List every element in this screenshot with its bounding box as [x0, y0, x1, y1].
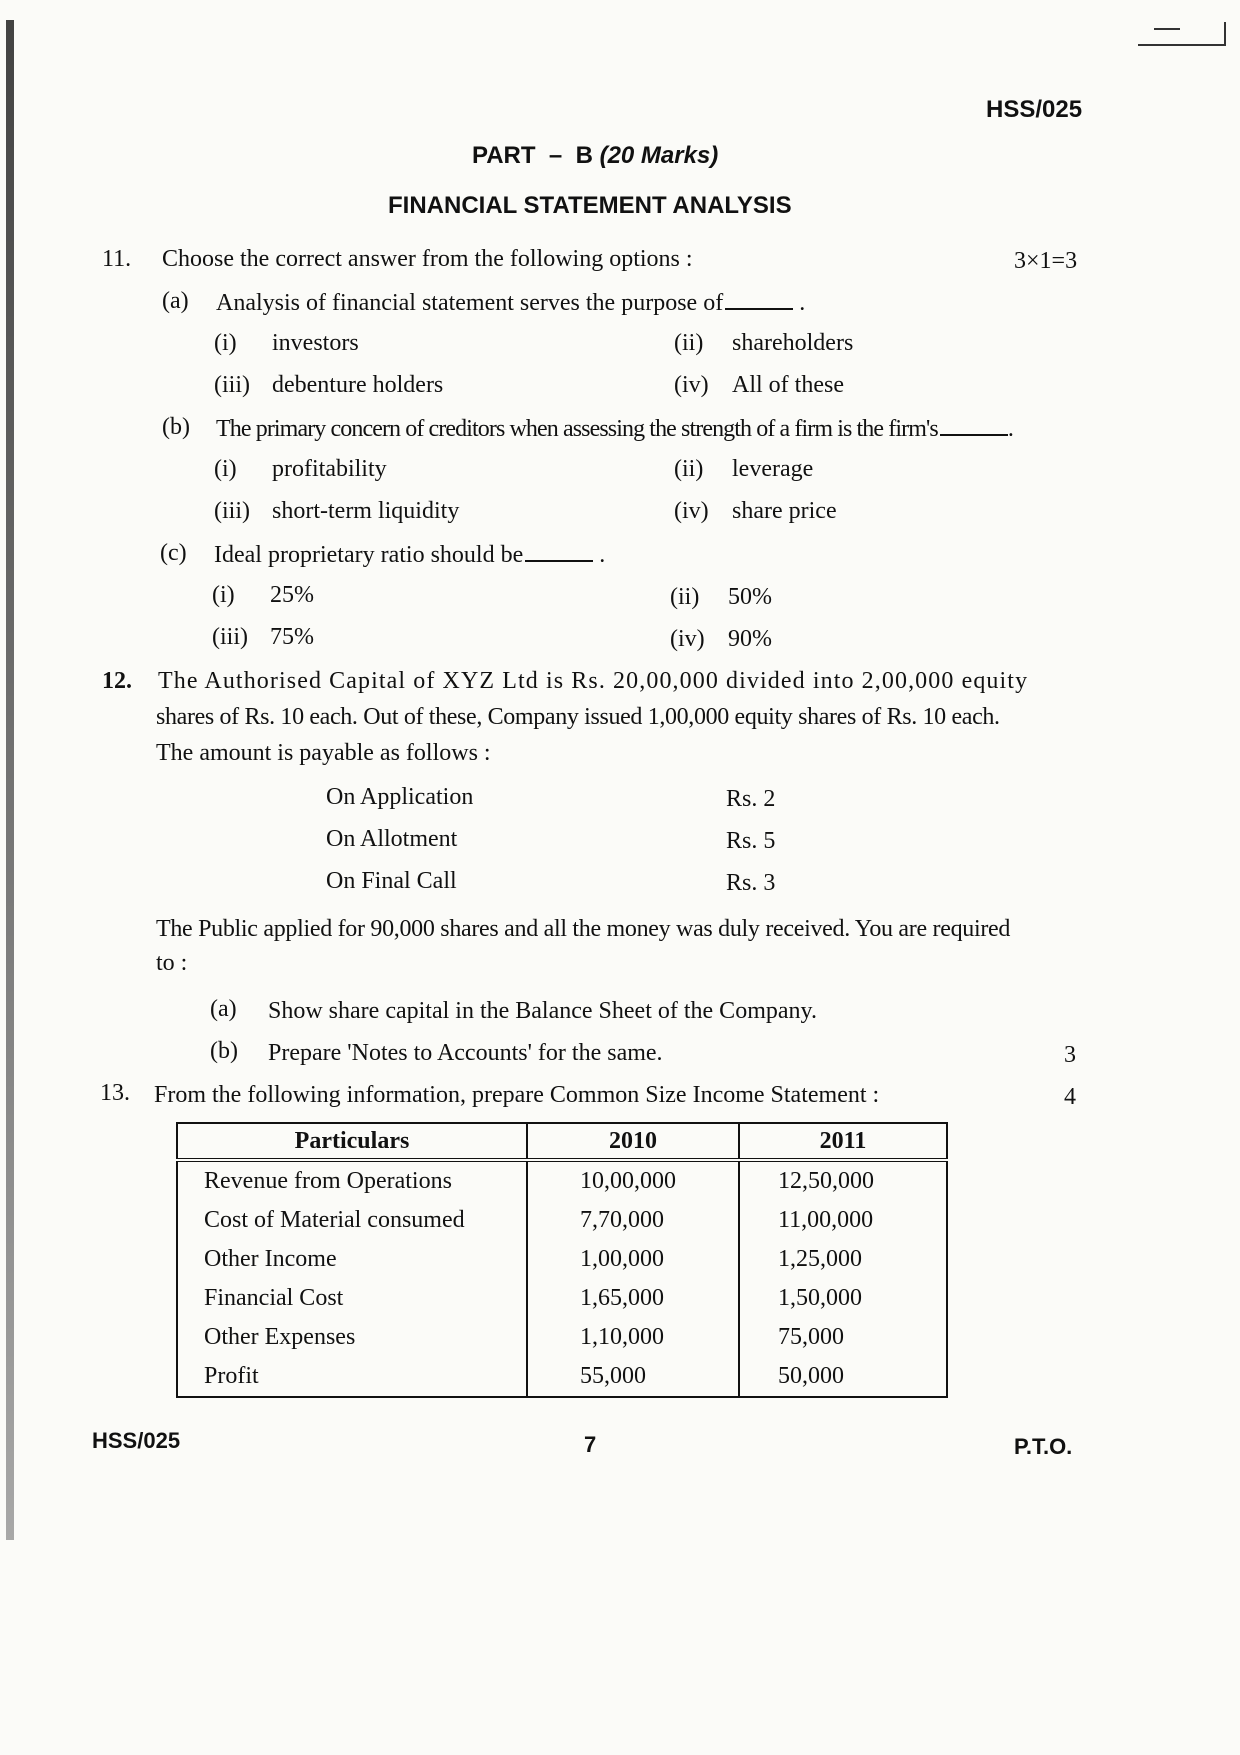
row-particular: Other Income	[177, 1240, 527, 1279]
option-text: short-term liquidity	[272, 498, 460, 524]
row-value-2010: 1,65,000	[527, 1279, 739, 1318]
schedule-stage-allotment: On Allotment	[326, 826, 458, 852]
q11c-option-2	[670, 584, 772, 611]
part-title	[472, 142, 718, 170]
option-text: debenture holders	[272, 372, 444, 398]
row-value-2010: 1,00,000	[527, 1240, 739, 1279]
option-text: 50%	[728, 584, 772, 610]
q12-task-a-label: (a)	[210, 996, 237, 1022]
row-value-2011: 1,50,000	[739, 1279, 947, 1318]
option-text: profitability	[272, 456, 387, 482]
q12-para-line-1: The Authorised Capital of XYZ Ltd is Rs. 20,00,000 divided into 2,00,000 equity	[158, 668, 1029, 694]
option-number: (ii)	[674, 456, 704, 482]
row-value-2010: 7,70,000	[527, 1201, 739, 1240]
q11a-question: Analysis of financial statement serves the purpose of	[216, 290, 724, 316]
option-number: (iii)	[214, 372, 250, 398]
option-text: 75%	[270, 624, 314, 650]
option-number: (i)	[212, 582, 235, 608]
row-value-2010: 55,000	[527, 1357, 739, 1397]
q12-marks: 3	[1064, 1042, 1076, 1068]
q11b-option-3	[214, 498, 459, 525]
q11b-option-4	[674, 498, 837, 525]
section-title: FINANCIAL STATEMENT ANALYSIS	[388, 192, 792, 219]
q11a-option-4	[674, 372, 844, 399]
q11-marks: 3×1=3	[1014, 248, 1078, 274]
row-particular: Cost of Material consumed	[177, 1201, 527, 1240]
q11c-option-1	[212, 582, 314, 609]
q11b-question: The primary concern of creditors when assessing the strength of a firm is the firm's	[216, 416, 938, 442]
q13-number: 13.	[100, 1080, 130, 1106]
table-row	[177, 1357, 947, 1397]
answer-blank	[725, 288, 793, 310]
option-text: leverage	[732, 456, 814, 482]
option-text: 25%	[270, 582, 314, 608]
row-value-2010: 1,10,000	[527, 1318, 739, 1357]
q13-marks: 4	[1064, 1084, 1076, 1110]
option-number: (iv)	[670, 626, 705, 652]
row-value-2011: 11,00,000	[739, 1201, 947, 1240]
option-text: shareholders	[732, 330, 854, 356]
q12-task-b-label: (b)	[210, 1038, 238, 1064]
page-number: 7	[584, 1432, 597, 1457]
row-value-2011: 12,50,000	[739, 1160, 947, 1201]
part-label: PART – B	[472, 142, 593, 169]
answer-blank	[525, 540, 593, 562]
corner-mark	[1138, 22, 1226, 46]
row-value-2011: 1,25,000	[739, 1240, 947, 1279]
q12-task-a-text: Show share capital in the Balance Sheet of the Company.	[268, 998, 817, 1024]
header-particulars: Particulars	[177, 1123, 527, 1160]
option-number: (i)	[214, 456, 237, 482]
q11a-option-2	[674, 330, 853, 357]
pto-label: P.T.O.	[1014, 1434, 1073, 1459]
table-row	[177, 1201, 947, 1240]
q11c-question: Ideal proprietary ratio should be	[214, 542, 524, 568]
q11c-label: (c)	[160, 540, 187, 566]
header-2010: 2010	[527, 1123, 739, 1160]
table-row	[177, 1279, 947, 1318]
option-number: (iv)	[674, 498, 709, 524]
option-text: All of these	[732, 372, 844, 398]
option-number: (ii)	[670, 584, 700, 610]
q11b-option-1	[214, 456, 387, 483]
option-text: share price	[732, 498, 837, 524]
row-value-2011: 75,000	[739, 1318, 947, 1357]
income-table-wrapper	[176, 1122, 948, 1398]
q12-public-line-2: to :	[156, 950, 188, 976]
q11b-text: The primary concern of creditors when assessing the strength of a firm is the firm's .	[216, 416, 1013, 442]
table-row	[177, 1160, 947, 1201]
scan-edge-shadow	[6, 20, 14, 1540]
option-number: (iii)	[212, 624, 248, 650]
q13-text: From the following information, prepare Common Size Income Statement :	[154, 1082, 880, 1108]
q11-number: 11.	[102, 246, 132, 272]
table-header-row	[177, 1123, 947, 1160]
option-number: (i)	[214, 330, 237, 356]
q11c-option-3	[212, 624, 314, 651]
row-particular: Financial Cost	[177, 1279, 527, 1318]
row-particular: Revenue from Operations	[177, 1160, 527, 1201]
q12-number: 12.	[102, 668, 132, 694]
header-2011: 2011	[739, 1123, 947, 1160]
corner-dash	[1154, 28, 1180, 30]
row-particular: Other Expenses	[177, 1318, 527, 1357]
schedule-amount-allotment: Rs. 5	[726, 828, 776, 854]
option-text: 90%	[728, 626, 772, 652]
q11-text: Choose the correct answer from the following options :	[162, 246, 693, 272]
q11a-text: Analysis of financial statement serves the purpose of .	[216, 290, 806, 316]
schedule-amount-final-call: Rs. 3	[726, 870, 776, 896]
q11b-option-2	[674, 456, 813, 483]
option-number: (iv)	[674, 372, 709, 398]
table-row	[177, 1240, 947, 1279]
table-row	[177, 1318, 947, 1357]
q11c-text: Ideal proprietary ratio should be .	[214, 542, 606, 568]
option-number: (ii)	[674, 330, 704, 356]
q11a-option-3	[214, 372, 443, 399]
q11a-option-1	[214, 330, 359, 357]
answer-blank	[940, 414, 1008, 436]
header-code: HSS/025	[986, 96, 1083, 123]
option-text: investors	[272, 330, 359, 356]
q11c-option-4	[670, 626, 772, 653]
footer-code: HSS/025	[92, 1428, 181, 1453]
q11b-label: (b)	[162, 414, 190, 440]
schedule-stage-final-call: On Final Call	[326, 868, 457, 894]
row-particular: Profit	[177, 1357, 527, 1397]
q12-para-line-3: The amount is payable as follows :	[156, 740, 491, 766]
schedule-stage-application: On Application	[326, 784, 474, 810]
q12-public-line-1: The Public applied for 90,000 shares and all the money was duly received. You are required	[156, 916, 1011, 942]
part-marks: (20 Marks)	[599, 142, 719, 169]
schedule-amount-application: Rs. 2	[726, 786, 776, 812]
q11a-label: (a)	[162, 288, 189, 314]
option-number: (iii)	[214, 498, 250, 524]
row-value-2011: 50,000	[739, 1357, 947, 1397]
row-value-2010: 10,00,000	[527, 1160, 739, 1201]
q12-task-b-text: Prepare 'Notes to Accounts' for the same.	[268, 1040, 663, 1066]
income-data-table	[176, 1122, 948, 1398]
q12-para-line-2: shares of Rs. 10 each. Out of these, Company issued 1,00,000 equity shares of Rs. 10 each.	[156, 704, 1000, 730]
